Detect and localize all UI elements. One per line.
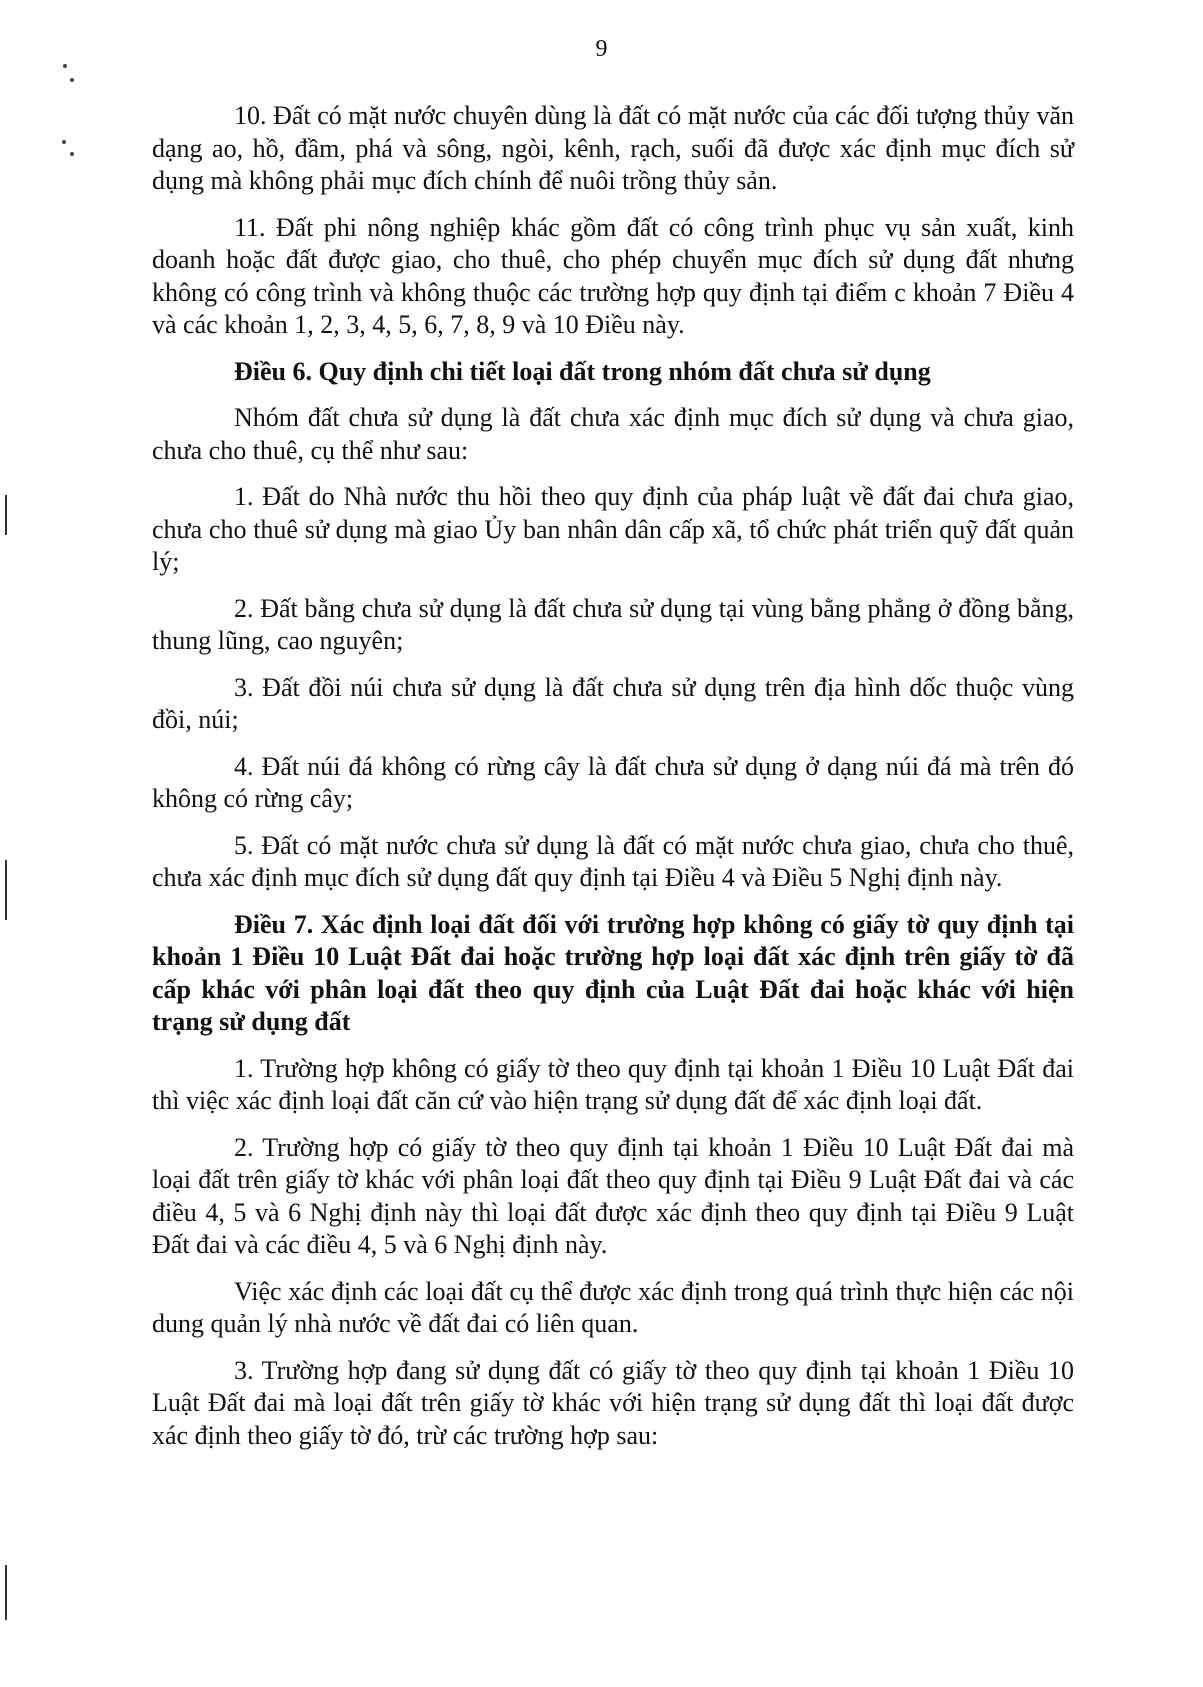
scan-mark bbox=[63, 64, 67, 68]
scan-mark bbox=[70, 78, 74, 82]
scan-edge-line bbox=[5, 860, 7, 920]
paragraph-dieu5-khoan10: 10. Đất có mặt nước chuyên dùng là đất có mặt nước của các đối tượng thủy văn dạng ao, hồ, đầm, phá và sông, ngòi, kênh, rạch, suối đã được xác định mục đích sử dụng mà không phải mục đích chính để nuôi trồng thủy sản. bbox=[152, 101, 1074, 195]
document-body bbox=[152, 100, 1074, 1452]
paragraph-dieu6-khoan4: 4. Đất núi đá không có rừng cây là đất chưa sử dụng ở dạng núi đá mà trên đó không có rừng cây; bbox=[152, 751, 1074, 813]
scan-edge-line bbox=[5, 1565, 7, 1620]
paragraph-dieu5-khoan11: 11. Đất phi nông nghiệp khác gồm đất có công trình phục vụ sản xuất, kinh doanh hoặc đất được giao, cho thuê, cho phép chuyển mục đích sử dụng đất nhưng không có công trình và không thuộc các trường hợp quy định tại điểm c khoản 7 Điều 4 và các khoản 1, 2, 3, 4, 5, 6, 7, 8, 9 và 10 Điều này. bbox=[152, 212, 1074, 339]
article-heading-dieu7: Điều 7. Xác định loại đất đối với trường hợp không có giấy tờ quy định tại khoản 1 Điều 10 Luật Đất đai hoặc trường hợp loại đất xác định trên giấy tờ đã cấp khác với phân loại đất theo quy định của Luật Đất đai hoặc khác với hiện trạng sử dụng đất bbox=[152, 909, 1074, 1036]
paragraph-dieu6-khoan5: 5. Đất có mặt nước chưa sử dụng là đất có mặt nước chưa giao, chưa cho thuê, chưa xác định mục đích sử dụng đất quy định tại Điều 4 và Điều 5 Nghị định này. bbox=[152, 830, 1074, 892]
paragraph-dieu7-khoan2: 2. Trường hợp có giấy tờ theo quy định tại khoản 1 Điều 10 Luật Đất đai mà loại đất trên giấy tờ khác với phân loại đất theo quy định tại Điều 9 Luật Đất đai và các điều 4, 5 và 6 Nghị định này thì loại đất được xác định theo quy định tại Điều 9 Luật Đất đai và các điều 4, 5 và 6 Nghị định này. bbox=[152, 1132, 1074, 1259]
scan-mark bbox=[62, 140, 66, 144]
paragraph-dieu6-khoan2: 2. Đất bằng chưa sử dụng là đất chưa sử dụng tại vùng bằng phẳng ở đồng bằng, thung lũng, cao nguyên; bbox=[152, 593, 1074, 655]
paragraph-dieu6-khoan1: 1. Đất do Nhà nước thu hồi theo quy định của pháp luật về đất đai chưa giao, chưa cho thuê sử dụng mà giao Ủy ban nhân dân cấp xã, tổ chức phát triển quỹ đất quản lý; bbox=[152, 482, 1074, 576]
page-number: 9 bbox=[595, 36, 608, 62]
scan-mark bbox=[70, 152, 74, 156]
article-heading-dieu6: Điều 6. Quy định chi tiết loại đất trong nhóm đất chưa sử dụng bbox=[234, 356, 931, 386]
paragraph-dieu6-khoan3: 3. Đất đồi núi chưa sử dụng là đất chưa sử dụng trên địa hình dốc thuộc vùng đồi, núi; bbox=[152, 672, 1074, 734]
paragraph-dieu7-khoan2-note: Việc xác định các loại đất cụ thể được xác định trong quá trình thực hiện các nội dung quản lý nhà nước về đất đai có liên quan. bbox=[152, 1276, 1074, 1338]
paragraph-dieu6-intro: Nhóm đất chưa sử dụng là đất chưa xác định mục đích sử dụng và chưa giao, chưa cho thuê, cụ thể như sau: bbox=[152, 403, 1074, 465]
scan-edge-line bbox=[5, 495, 7, 535]
paragraph-dieu7-khoan3: 3. Trường hợp đang sử dụng đất có giấy tờ theo quy định tại khoản 1 Điều 10 Luật Đất đai mà loại đất trên giấy tờ khác với hiện trạng sử dụng đất thì loại đất được xác định theo giấy tờ đó, trừ các trường hợp sau: bbox=[152, 1355, 1074, 1450]
paragraph-dieu7-khoan1: 1. Trường hợp không có giấy tờ theo quy định tại khoản 1 Điều 10 Luật Đất đai thì việc xác định loại đất căn cứ vào hiện trạng sử dụng đất để xác định loại đất. bbox=[152, 1053, 1074, 1115]
